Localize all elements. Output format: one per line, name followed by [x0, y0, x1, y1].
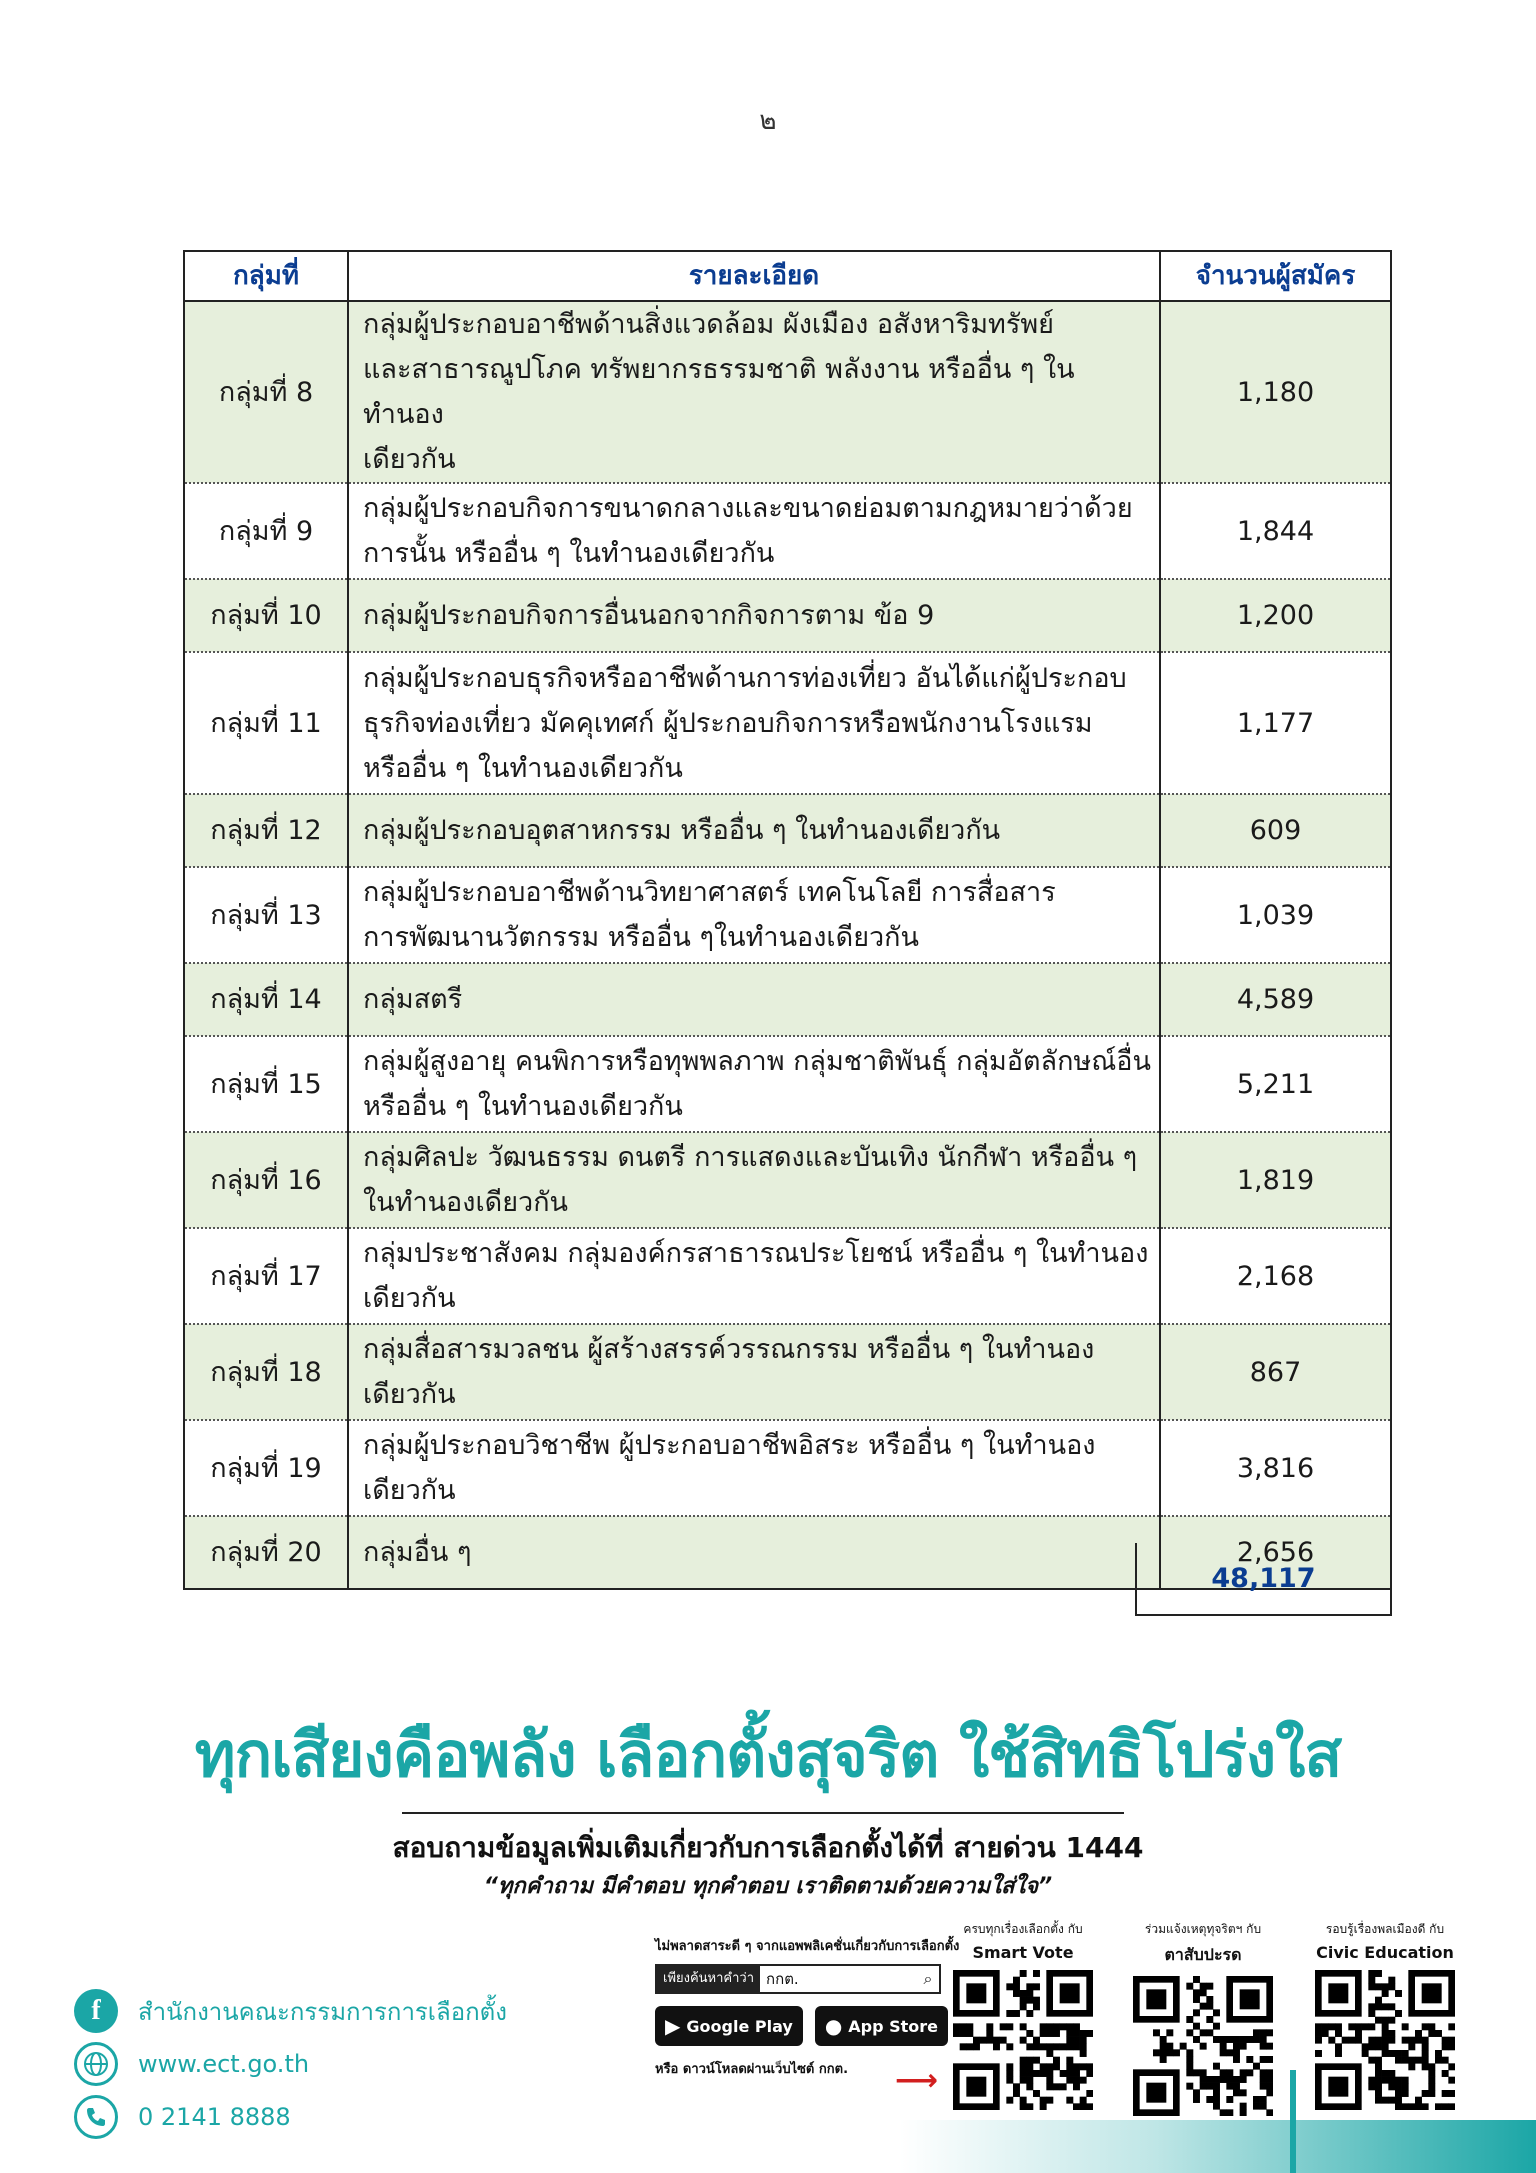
detail-line: กลุ่มประชาสังคม กลุ่มองค์กรสาธารณประโยชน์ หรืออื่น ๆ ในทำนอง — [363, 1238, 1149, 1269]
header-group: กลุ่มที่ — [184, 251, 348, 301]
total-count: 48,117 — [1135, 1543, 1392, 1616]
table-row — [184, 794, 1391, 867]
count-cell: 1,819 — [1160, 1132, 1391, 1228]
qr-caption: ร่วมแจ้งเหตุทุจริตฯ กับ — [1144, 1922, 1262, 1936]
table-row — [184, 1132, 1391, 1228]
detail-line: เดียวกัน — [363, 1379, 456, 1410]
qr-title: ตาสับปะรด — [1164, 1945, 1242, 1964]
google-play-label: Google Play — [686, 2016, 793, 2036]
table-header-row — [184, 251, 1391, 301]
phone-icon — [74, 2095, 118, 2139]
download-note: หรือ ดาวน์โหลดผ่านเว็บไซต์ กกต. — [655, 2062, 849, 2077]
detail-line: ในทำนองเดียวกัน — [363, 1187, 569, 1218]
detail-cell — [348, 867, 1160, 963]
group-cell: กลุ่มที่ 18 — [184, 1324, 348, 1420]
group-cell: กลุ่มที่ 20 — [184, 1516, 348, 1589]
app-download-block — [655, 1935, 960, 2098]
search-value: กกต. — [766, 1970, 799, 1988]
header-detail: รายละเอียด — [348, 251, 1160, 301]
detail-cell — [348, 1132, 1160, 1228]
detail-cell — [348, 483, 1160, 579]
header-count: จำนวนผู้สมัคร — [1160, 251, 1391, 301]
group-cell: กลุ่มที่ 8 — [184, 301, 348, 483]
google-play-button[interactable] — [655, 2006, 803, 2046]
qr-caption: รอบรู้เรื่องพลเมืองดี กับ — [1325, 1922, 1445, 1936]
detail-line: กลุ่มผู้ประกอบอุตสาหกรรม หรืออื่น ๆ ในทำนองเดียวกัน — [363, 815, 1001, 846]
globe-icon — [74, 2042, 118, 2086]
decorative-wave — [900, 2120, 1536, 2173]
apple-icon: ● — [824, 2014, 843, 2038]
detail-line: เดียวกัน — [363, 1283, 456, 1314]
detail-line: ธุรกิจท่องเที่ยว มัคคุเทศก์ ผู้ประกอบกิจการหรือพนักงานโรงแรม — [363, 707, 1093, 739]
detail-line: หรืออื่น ๆ ในทำนองเดียวกัน — [363, 1091, 683, 1122]
group-cell: กลุ่มที่ 10 — [184, 579, 348, 652]
quote-text: “ทุกคำถาม มีคำตอบ ทุกคำตอบ เราติดตามด้วยความใส่ใจ” — [483, 1874, 1053, 1899]
detail-line: กลุ่มสื่อสารมวลชน ผู้สร้างสรรค์วรรณกรรม หรืออื่น ๆ ในทำนอง — [363, 1334, 1095, 1365]
count-cell: 5,211 — [1160, 1036, 1391, 1132]
count-cell: 2,168 — [1160, 1228, 1391, 1324]
detail-line: เดียวกัน — [363, 444, 456, 475]
qr-code-icon — [1315, 1970, 1455, 2110]
table-row — [184, 483, 1391, 579]
hotline-text: สอบถามข้อมูลเพิ่มเติมเกี่ยวกับการเลือกตั้งได้ที่ สายด่วน 1444 — [392, 1831, 1144, 1864]
detail-line: การพัฒนานวัตกรรม หรืออื่น ๆในทำนองเดียวกัน — [363, 922, 919, 953]
search-icon: ⌕ — [923, 1969, 933, 1988]
contact-phone[interactable] — [74, 2095, 291, 2139]
app-store-label: App Store — [848, 2016, 939, 2036]
count-cell: 867 — [1160, 1324, 1391, 1420]
group-cell: กลุ่มที่ 11 — [184, 652, 348, 794]
qr-smart-vote[interactable] — [948, 1920, 1098, 2114]
detail-line: กลุ่มผู้ประกอบธุรกิจหรืออาชีพด้านการท่องเที่ยว อันได้แก่ผู้ประกอบ — [363, 662, 1127, 694]
detail-line: กลุ่มผู้ประกอบอาชีพด้านสิ่งแวดล้อม ผังเมือง อสังหาริมทรัพย์ — [363, 309, 1054, 340]
detail-line: กลุ่มผู้ประกอบกิจการอื่นนอกจากกิจการตาม ข้อ 9 — [363, 600, 935, 631]
detail-cell — [348, 579, 1160, 652]
detail-cell — [348, 794, 1160, 867]
table-row — [184, 1420, 1391, 1516]
group-cell: กลุ่มที่ 15 — [184, 1036, 348, 1132]
count-cell: 4,589 — [1160, 963, 1391, 1036]
count-cell: 1,180 — [1160, 301, 1391, 483]
table-row — [184, 579, 1391, 652]
search-label: เพียงค้นหาคำว่า — [657, 1966, 760, 1992]
facebook-label: สำนักงานคณะกรรมการการเลือกตั้ง — [138, 1997, 507, 2026]
group-cell: กลุ่มที่ 12 — [184, 794, 348, 867]
phone-number: 0 2141 8888 — [138, 2103, 291, 2131]
contact-website[interactable] — [74, 2042, 309, 2086]
detail-cell — [348, 652, 1160, 794]
detail-line: กลุ่มสตรี — [363, 984, 463, 1015]
website-link[interactable]: www.ect.go.th — [138, 2050, 310, 2078]
group-cell: กลุ่มที่ 16 — [184, 1132, 348, 1228]
table-row — [184, 1324, 1391, 1420]
count-cell: 1,844 — [1160, 483, 1391, 579]
qr-code-icon — [953, 1970, 1093, 2110]
count-cell: 3,816 — [1160, 1420, 1391, 1516]
qr-caption: ครบทุกเรื่องเลือกตั้ง กับ — [963, 1922, 1083, 1936]
divider — [402, 1812, 1124, 1814]
count-cell: 1,039 — [1160, 867, 1391, 963]
count-cell: 609 — [1160, 794, 1391, 867]
detail-line: กลุ่มศิลปะ วัฒนธรรม ดนตรี การแสดงและบันเทิง นักกีฬา หรืออื่น ๆ — [363, 1142, 1138, 1173]
detail-cell — [348, 963, 1160, 1036]
decorative-bar — [1290, 2070, 1296, 2173]
play-icon: ▶ — [665, 2014, 681, 2038]
table-row — [184, 963, 1391, 1036]
detail-line: กลุ่มอื่น ๆ — [363, 1537, 472, 1568]
detail-cell — [348, 1228, 1160, 1324]
detail-cell — [348, 1420, 1160, 1516]
qr-ta-sapparot[interactable] — [1128, 1920, 1278, 2120]
facebook-icon: f — [74, 1989, 118, 2033]
detail-line: กลุ่มผู้สูงอายุ คนพิการหรือทุพพลภาพ กลุ่มชาติพันธุ์ กลุ่มอัตลักษณ์อื่น — [363, 1046, 1151, 1077]
detail-line: การนั้น หรืออื่น ๆ ในทำนองเดียวกัน — [363, 538, 775, 569]
table-row — [184, 867, 1391, 963]
candidate-groups-table — [183, 250, 1392, 1590]
detail-cell — [348, 301, 1160, 483]
table-row — [184, 1036, 1391, 1132]
group-cell: กลุ่มที่ 9 — [184, 483, 348, 579]
table-row — [184, 1228, 1391, 1324]
app-caption: ไม่พลาดสาระดี ๆ จากแอพพลิเคชั่นเกี่ยวกับการเลือกตั้ง — [655, 1939, 960, 1954]
detail-cell — [348, 1324, 1160, 1420]
detail-line: กลุ่มผู้ประกอบอาชีพด้านวิทยาศาสตร์ เทคโนโลยี การสื่อสาร — [363, 877, 1056, 908]
detail-line: กลุ่มผู้ประกอบกิจการขนาดกลางและขนาดย่อมตามกฎหมายว่าด้วย — [363, 493, 1133, 524]
detail-cell — [348, 1516, 1160, 1589]
table-row — [184, 652, 1391, 794]
detail-line: และสาธารณูปโภค ทรัพยากรธรรมชาติ พลังงาน หรืออื่น ๆ ในทำนอง — [363, 354, 1075, 430]
group-cell: กลุ่มที่ 19 — [184, 1420, 348, 1516]
count-cell: 1,200 — [1160, 579, 1391, 652]
qr-title: Civic Education — [1316, 1943, 1454, 1962]
page-number: ๒ — [759, 106, 777, 136]
group-cell: กลุ่มที่ 17 — [184, 1228, 348, 1324]
group-cell: กลุ่มที่ 13 — [184, 867, 348, 963]
qr-civic-education[interactable] — [1310, 1920, 1460, 2114]
detail-line: หรืออื่น ๆ ในทำนองเดียวกัน — [363, 752, 683, 784]
qr-title: Smart Vote — [972, 1943, 1074, 1962]
detail-line: เดียวกัน — [363, 1475, 456, 1506]
detail-line: กลุ่มผู้ประกอบวิชาชีพ ผู้ประกอบอาชีพอิสระ หรืออื่น ๆ ในทำนอง — [363, 1430, 1096, 1461]
arrow-icon: ⟶ — [895, 2063, 939, 2098]
count-cell: 1,177 — [1160, 652, 1391, 794]
group-cell: กลุ่มที่ 14 — [184, 963, 348, 1036]
table-row — [184, 301, 1391, 483]
contact-facebook[interactable] — [74, 1989, 507, 2033]
app-store-button[interactable] — [815, 2006, 948, 2046]
qr-code-icon — [1133, 1976, 1273, 2116]
campaign-slogan: ทุกเสียงคือพลัง เลือกตั้งสุจริต ใช้สิทธิโปร่งใส — [194, 1718, 1342, 1791]
count-cell: 2,656 — [1160, 1516, 1391, 1589]
table-body — [184, 301, 1391, 1589]
detail-cell — [348, 1036, 1160, 1132]
app-search-box[interactable] — [655, 1964, 941, 1994]
